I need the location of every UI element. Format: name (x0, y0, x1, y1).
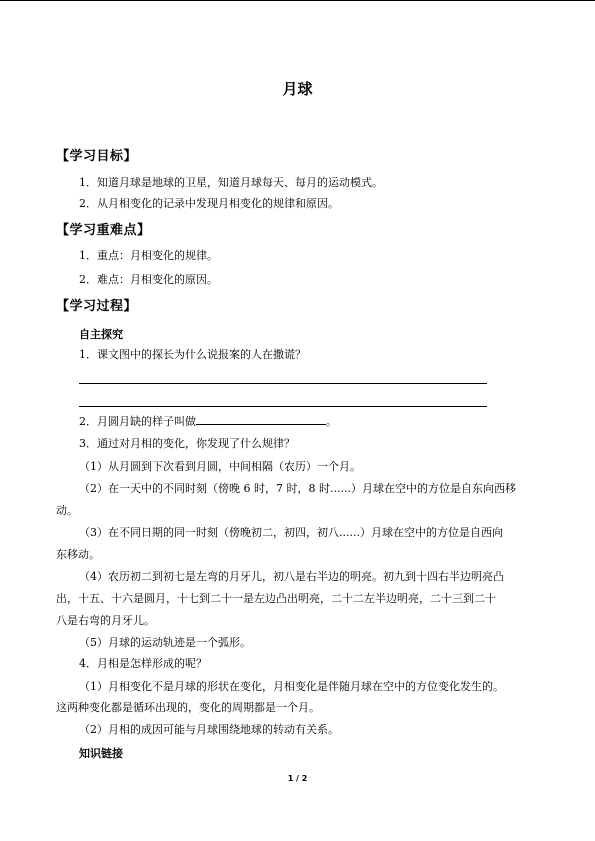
answer-3-5: （5）月球的运动轨迹是一个弧形。 (79, 636, 251, 649)
answer-3-4-line-1: （4）农历初二到初七是左弯的月牙儿，初八是右半边的明亮。初九到十四右半边明亮凸 (79, 570, 504, 583)
question-4: 4．月相是怎样形成的呢？ (79, 657, 207, 670)
answer-3-1: （1）从月圆到下次看到月圆，中间相隔（农历）一个月。 (79, 460, 361, 473)
page-number: 1 / 2 (287, 774, 308, 783)
page-title: 月球 (282, 80, 313, 98)
key-point-1: 1．重点：月相变化的规律。 (79, 249, 218, 262)
answer-4-1-line-2: 这两种变化都是循环出现的，变化的周期都是一个月。 (56, 701, 320, 714)
answer-3-3-line-2: 东移动。 (56, 548, 100, 561)
knowledge-link-subheading: 知识链接 (79, 747, 123, 760)
answer-4-1-line-1: （1）月相变化不是月球的形状在变化，月相变化是伴随月球在空中的方位变化发生的。 (79, 680, 504, 693)
question-2-text: 2．月圆月缺的样子叫做 (79, 415, 196, 428)
goals-item-2: 2．从月相变化的记录中发现月相变化的规律和原因。 (79, 197, 339, 210)
goals-item-1: 1．知道月球是地球的卫星，知道月球每天、每月的运动模式。 (79, 176, 383, 189)
answer-3-2-line-2: 动。 (56, 504, 78, 517)
answer-3-3-line-1: （3）在不同日期的同一时刻（傍晚初二，初四，初八......）月球在空中的方位是自西向 (79, 526, 503, 539)
answer-3-4-line-2: 出，十五、十六是圆月，十七到二十一是左边凸出明亮，二十二左半边明亮，二十三到二十 (56, 592, 496, 605)
process-heading: 【学习过程】 (56, 299, 138, 314)
self-explore-subheading: 自主探究 (79, 328, 123, 341)
question-2-end: 。 (326, 415, 337, 428)
question-3: 3．通过对月相的变化，你发现了什么规律？ (79, 437, 295, 450)
answer-4-2: （2）月相的成因可能与月球围绕地球的转动有关系。 (79, 723, 339, 736)
answer-line-1 (79, 383, 487, 384)
answer-3-4-line-3: 八是右弯的月牙儿。 (56, 614, 155, 627)
goals-heading: 【学习目标】 (56, 149, 138, 164)
key-points-heading: 【学习重难点】 (56, 223, 151, 238)
answer-3-2-line-1: （2）在一天中的不同时刻（傍晚 6 时，7 时，8 时......）月球在空中的方位是自东向西移 (79, 482, 516, 495)
answer-line-2 (79, 406, 487, 407)
question-2 (79, 414, 337, 428)
fill-in-blank (196, 414, 326, 425)
key-point-2: 2．难点：月相变化的原因。 (79, 273, 218, 286)
question-1: 1．课文图中的探长为什么说报案的人在撒谎？ (79, 348, 306, 361)
